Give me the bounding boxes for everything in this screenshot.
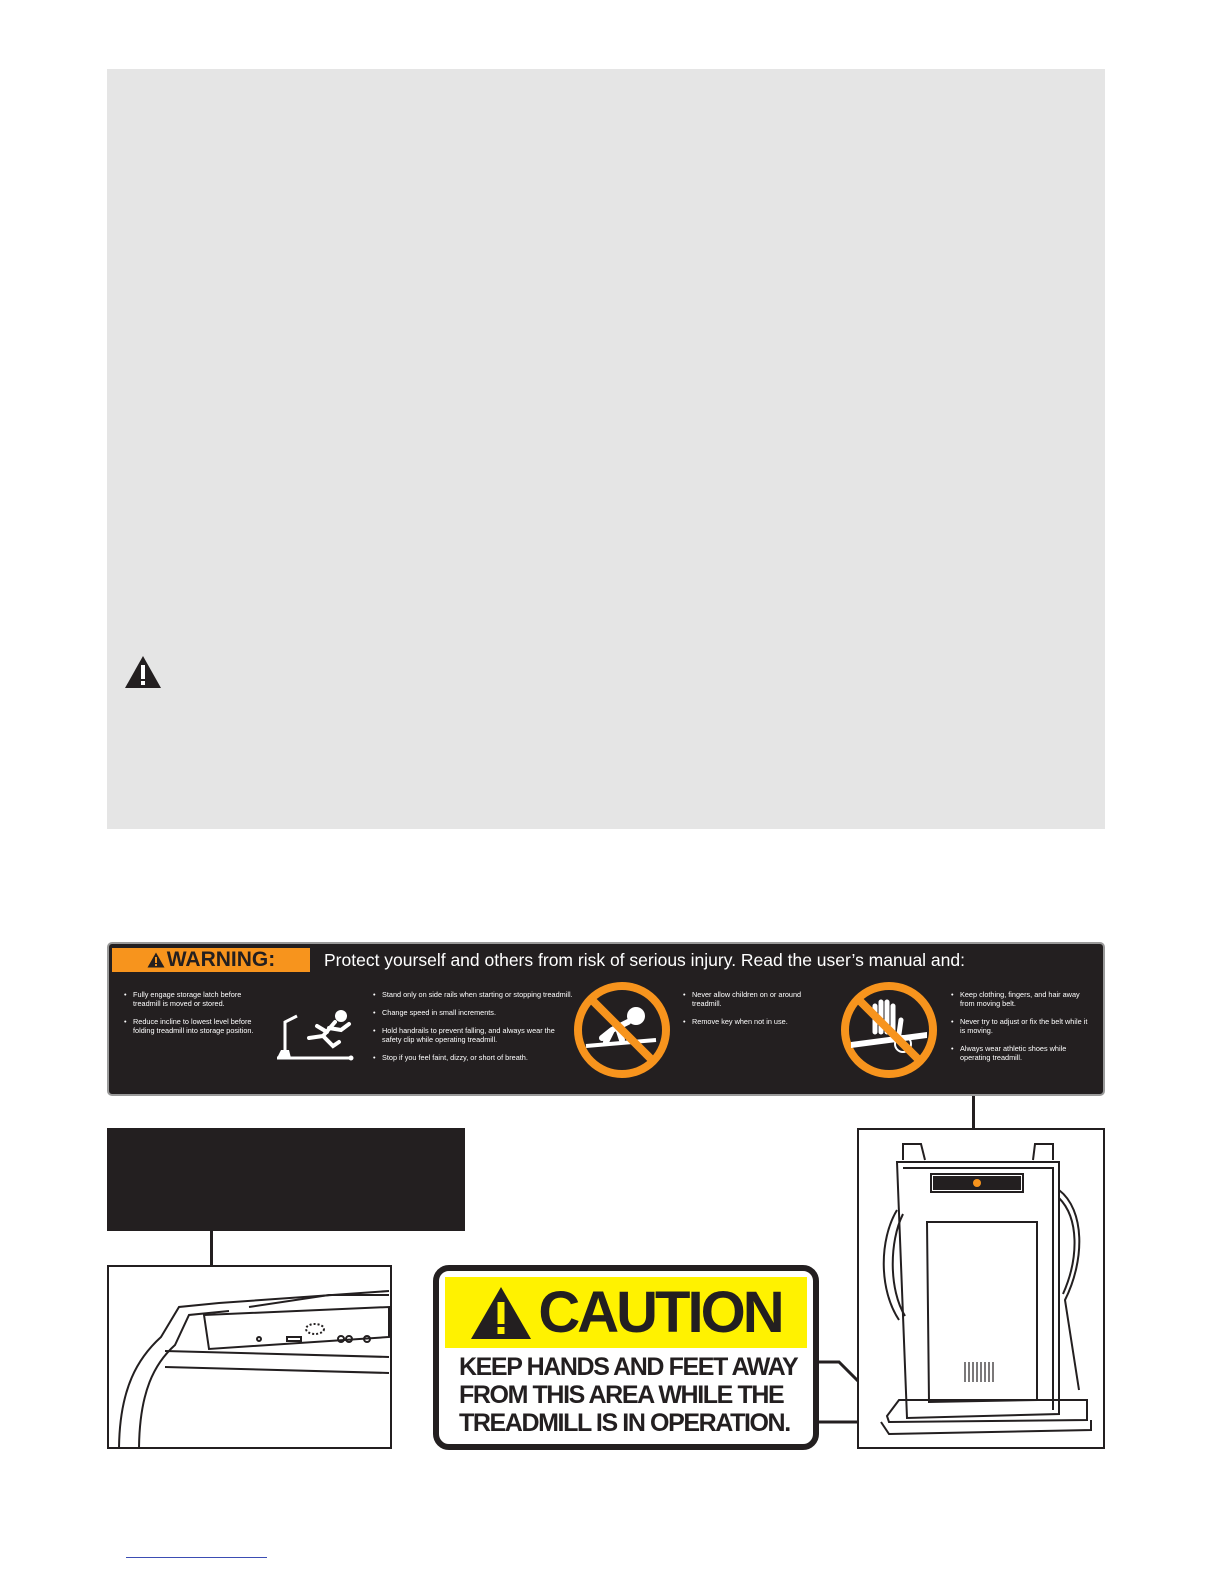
warning-bullet: • Fully engage storage latch before treadmill is moved or stored.: [124, 990, 259, 1008]
warning-bullet: • Hold handrails to prevent falling, and always wear the safety clip while operating treadmill.: [373, 1026, 573, 1044]
warning-tag: [112, 948, 310, 972]
warning-bullet: • Never allow children on or around treadmill.: [683, 990, 823, 1008]
warning-column-2: [373, 990, 573, 1071]
falling-person-icon: [269, 1002, 359, 1066]
caution-body: KEEP HANDS AND FEET AWAY FROM THIS AREA WHILE THE TREADMILL IS IN OPERATION.: [459, 1353, 798, 1437]
warning-tag-text: WARNING:: [166, 948, 276, 971]
caution-title: CAUTION: [538, 1279, 782, 1345]
caution-decal: [433, 1265, 819, 1450]
alert-triangle-icon: [124, 655, 162, 689]
warning-bullet: • Stop if you feel faint, dizzy, or short of breath.: [373, 1053, 573, 1062]
info-panel: [107, 69, 1105, 829]
caution-triangle-icon: [470, 1286, 532, 1340]
warning-column-1: [124, 990, 259, 1044]
warning-bullet: • Stand only on side rails when starting or stopping treadmill.: [373, 990, 573, 999]
warning-column-4: [951, 990, 1091, 1071]
warning-bullet: • Reduce incline to lowest level before folding treadmill into storage position.: [124, 1017, 259, 1035]
warning-headline: Protect yourself and others from risk of serious injury. Read the user’s manual and:: [324, 950, 965, 970]
warning-bullet: • Remove key when not in use.: [683, 1017, 823, 1026]
latch-illustration: [107, 1265, 392, 1449]
warning-triangle-icon: [147, 952, 165, 968]
no-child-icon: [572, 980, 672, 1080]
no-hand-icon: [839, 980, 939, 1080]
folded-treadmill-illustration: [857, 1128, 1105, 1449]
latch-label: [107, 1128, 465, 1231]
caution-header: [445, 1277, 807, 1348]
treadmill-console-drawing: [109, 1267, 392, 1449]
footer-rule: [126, 1557, 267, 1558]
folded-treadmill-drawing: [859, 1130, 1105, 1449]
warning-bullet: • Change speed in small increments.: [373, 1008, 573, 1017]
warning-bullet: • Keep clothing, fingers, and hair away from moving belt.: [951, 990, 1091, 1008]
warning-column-3: [683, 990, 823, 1035]
warning-decal: [107, 942, 1105, 1096]
warning-bullet: • Always wear athletic shoes while operating treadmill.: [951, 1044, 1091, 1062]
warning-bullet: • Never try to adjust or fix the belt while it is moving.: [951, 1017, 1091, 1035]
